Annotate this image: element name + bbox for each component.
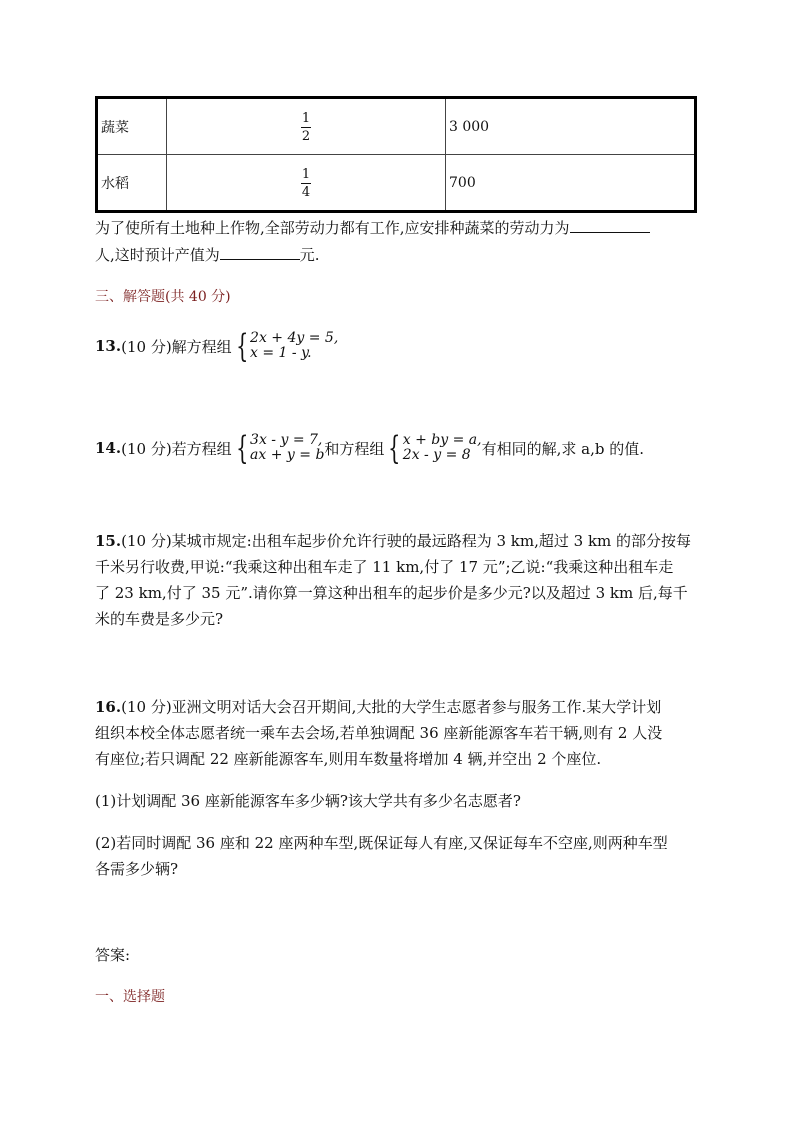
table-cell-value: 3 000 xyxy=(446,98,696,155)
q12-text: 人,这时预计产值为 xyxy=(95,246,220,264)
fraction xyxy=(301,167,311,200)
fraction xyxy=(301,111,311,144)
equation: 2x + 4y = 5, xyxy=(250,330,339,346)
equation-system xyxy=(384,429,482,467)
q12-text: 为了使所有土地种上作物,全部劳动力都有工作,应安排种蔬菜的劳动力为 xyxy=(95,219,570,237)
question-13 xyxy=(95,327,339,365)
brace-icon: { xyxy=(388,429,401,467)
answer-blank xyxy=(570,218,650,233)
question-number: 16. xyxy=(95,698,122,716)
question-text: 各需多少辆? xyxy=(95,860,179,878)
question-text: 和方程组 xyxy=(324,439,385,458)
brace-icon: { xyxy=(235,327,248,365)
fraction-bar xyxy=(301,183,311,184)
table-cell-fraction xyxy=(167,98,446,155)
question-number: 13. xyxy=(95,337,122,355)
question-text: 千米另行收费,甲说:“我乘这种出租车走了 11 km,付了 17 元”;乙说:“我乘这种出租车走 xyxy=(95,558,674,576)
fraction-numerator: 1 xyxy=(301,110,311,126)
question-text: 了 23 km,付了 35 元”.请你算一算这种出租车的起步价是多少元?以及超过 3 km 后,每千 xyxy=(95,584,688,602)
q12-line2 xyxy=(95,242,320,268)
question-15 xyxy=(95,528,700,632)
fraction-bar xyxy=(301,127,311,128)
table-cell-crop: 蔬菜 xyxy=(97,98,167,155)
question-text: (2)若同时调配 36 座和 22 座两种车型,既保证每人有座,又保证每车不空座,则两种车型 xyxy=(95,834,668,852)
fraction-denominator: 2 xyxy=(301,128,311,144)
question-number: 14. xyxy=(95,439,122,457)
question-number: 15. xyxy=(95,532,122,550)
answer-blank xyxy=(220,245,300,260)
equation: x = 1 - y. xyxy=(250,345,312,361)
table-cell-fraction xyxy=(167,155,446,212)
question-14 xyxy=(95,429,644,467)
subquestion-2 xyxy=(95,830,700,882)
brace-icon: { xyxy=(235,429,248,467)
q12-text: 元. xyxy=(299,246,320,264)
section-heading: 三、解答题(共 40 分) xyxy=(95,289,231,305)
equation: ax + y = b xyxy=(250,447,325,463)
q12-line1 xyxy=(95,215,650,241)
question-text: (10 分)亚洲文明对话大会召开期间,大批的大学生志愿者参与服务工作.某大学计划 xyxy=(121,698,662,716)
equation-system xyxy=(232,327,339,365)
fraction-denominator: 4 xyxy=(301,184,311,200)
equation-system xyxy=(232,429,325,467)
fraction-numerator: 1 xyxy=(301,166,311,182)
equation: 2x - y = 8 xyxy=(402,447,471,463)
section-heading: 一、选择题 xyxy=(95,989,165,1005)
equation: 3x - y = 7, xyxy=(250,432,323,448)
crop-table xyxy=(95,96,697,213)
question-text: (10 分)某城市规定:出租车起步价允许行驶的最远路程为 3 km,超过 3 km 的部分按每 xyxy=(121,532,692,550)
table-cell-crop: 水稻 xyxy=(97,155,167,212)
question-text: 有座位;若只调配 22 座新能源客车,则用车数量将增加 4 辆,并空出 2 个座位. xyxy=(95,750,602,768)
question-text: 有相同的解,求 a,b 的值. xyxy=(481,439,644,458)
question-text: 米的车费是多少元? xyxy=(95,610,224,628)
equation: x + by = a, xyxy=(402,432,482,448)
subquestion-1: (1)计划调配 36 座新能源客车多少辆?该大学共有多少名志愿者? xyxy=(95,792,521,810)
question-text: 组织本校全体志愿者统一乘车去会场,若单独调配 36 座新能源客车若干辆,则有 2 人没 xyxy=(95,724,663,742)
question-text: (10 分)若方程组 xyxy=(121,439,232,458)
answers-label: 答案: xyxy=(95,946,131,964)
table-row xyxy=(97,98,696,155)
question-16 xyxy=(95,694,700,772)
question-text: (10 分)解方程组 xyxy=(121,337,232,356)
table-cell-value: 700 xyxy=(446,155,696,212)
table-row xyxy=(97,155,696,212)
